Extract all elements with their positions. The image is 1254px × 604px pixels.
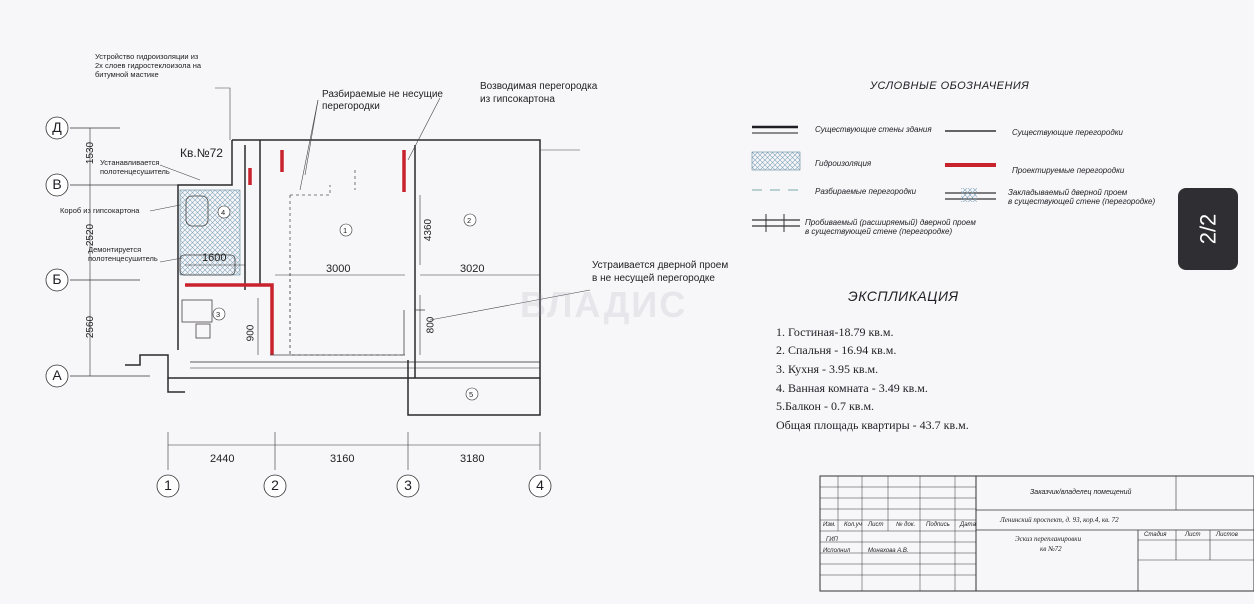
- explication-item: 1. Гостиная-18.79 кв.м.: [776, 325, 894, 339]
- tb-col: Изм.: [823, 522, 836, 528]
- axis-row-b: Б: [52, 271, 62, 287]
- room-number: 5: [469, 390, 474, 399]
- tb-sheets: Листов: [1216, 532, 1238, 538]
- legend-item: Закладываемый дверной проем: [1008, 188, 1128, 197]
- tb-sheet: Лист: [1185, 532, 1201, 538]
- building-walls: [125, 140, 540, 415]
- explication-item: 4. Ванная комната - 3.49 кв.м.: [776, 381, 928, 395]
- explication-item: 5.Балкон - 0.7 кв.м.: [776, 399, 875, 413]
- note-dismantle: Разбираемые не несущие перегородки: [322, 89, 443, 112]
- dim-2520: 2520: [85, 223, 97, 247]
- room-number: 4: [221, 208, 226, 217]
- explication-item: Общая площадь квартиры - 43.7 кв.м.: [776, 418, 969, 432]
- legend-item: Гидроизоляция: [815, 159, 872, 168]
- tb-col: Лист: [868, 522, 884, 528]
- axis-col-4: 4: [536, 477, 544, 493]
- dim-1600: 1600: [202, 252, 227, 264]
- note-door-opening: Устраивается дверной проем в не несущей перегородке: [592, 260, 729, 284]
- tb-col: № док.: [896, 522, 916, 528]
- note-waterproofing: Устройство гидроизоляции из 2х слоев гидростеклоизола на битумной мастике: [95, 52, 202, 79]
- legend-item: в существующей стене (перегородке): [1008, 197, 1156, 206]
- legend-title: УСЛОВНЫЕ ОБОЗНАЧЕНИЯ: [870, 80, 1030, 92]
- tb-customer: Заказчик/владелец помещений: [1030, 489, 1132, 496]
- dim-900: 900: [245, 324, 257, 342]
- room-number: 3: [216, 310, 221, 319]
- room-number: 2: [467, 216, 472, 225]
- legend-item: Разбираемые перегородки: [815, 187, 917, 196]
- tb-executor-name: Монахова А.В.: [868, 548, 909, 554]
- watermark: ВЛАДИС: [520, 284, 688, 325]
- tb-stage: Стадия: [1144, 532, 1167, 538]
- note-gypsum-box: Короб из гипсокартона: [60, 206, 140, 215]
- legend-item: Существующие перегородки: [1012, 128, 1123, 137]
- dim-2440: 2440: [210, 453, 235, 465]
- page-indicator[interactable]: [1178, 188, 1238, 270]
- axis-row-v: В: [52, 176, 62, 192]
- room-number: 1: [343, 226, 348, 235]
- note-new-partition: Возводимая перегородка из гипсокартона: [480, 81, 598, 105]
- axis-col-3: 3: [404, 477, 412, 493]
- legend-item: Проектируемые перегородки: [1012, 166, 1125, 175]
- apartment-label: Кв.№72: [180, 146, 223, 160]
- tb-col: Подпись: [926, 522, 950, 528]
- page-indicator-label: 2/2: [1195, 213, 1220, 245]
- axis-col-1: 1: [164, 477, 172, 493]
- axis-col-2: 2: [271, 477, 279, 493]
- dim-2560: 2560: [85, 315, 97, 339]
- dim-3020: 3020: [460, 263, 485, 275]
- tb-address: Ленинский проспект, д. 93, кор.4, кв. 72: [1000, 516, 1119, 524]
- explication-item: 3. Кухня - 3.95 кв.м.: [776, 362, 879, 376]
- legend-item: Пробиваемый (расширяемый) дверной проем: [805, 218, 976, 227]
- dim-3160: 3160: [330, 453, 355, 465]
- room-bubbles: [213, 206, 478, 400]
- dim-4360: 4360: [423, 218, 435, 242]
- dim-1530: 1530: [85, 141, 97, 165]
- explication-title: ЭКСПЛИКАЦИЯ: [848, 288, 959, 304]
- tb-doc-name-1: Эскиз перепланировки: [1015, 535, 1082, 543]
- tb-executor: Исполнил: [823, 548, 851, 554]
- dim-3180: 3180: [460, 453, 485, 465]
- dim-800: 800: [425, 316, 437, 334]
- dim-3000: 3000: [326, 263, 351, 275]
- axis-row-a: А: [52, 367, 62, 383]
- legend-symbols: [752, 127, 996, 232]
- note-towel-remove: Демонтируется полотенцесушитель: [88, 245, 158, 263]
- tb-doc-name-2: кв №72: [1040, 545, 1062, 553]
- note-towel-install: Устанавливается полотенцесушитель: [100, 158, 170, 176]
- tb-gip: ГИП: [826, 537, 838, 543]
- tb-col: Кол.уч: [844, 522, 862, 528]
- tb-col: Дата: [960, 522, 976, 528]
- axis-row-d: Д: [52, 119, 62, 135]
- explication-item: 2. Спальня - 16.94 кв.м.: [776, 343, 897, 357]
- legend-item: Существующие стены здания: [815, 125, 932, 134]
- legend-item: в существующей стене (перегородке): [805, 227, 953, 236]
